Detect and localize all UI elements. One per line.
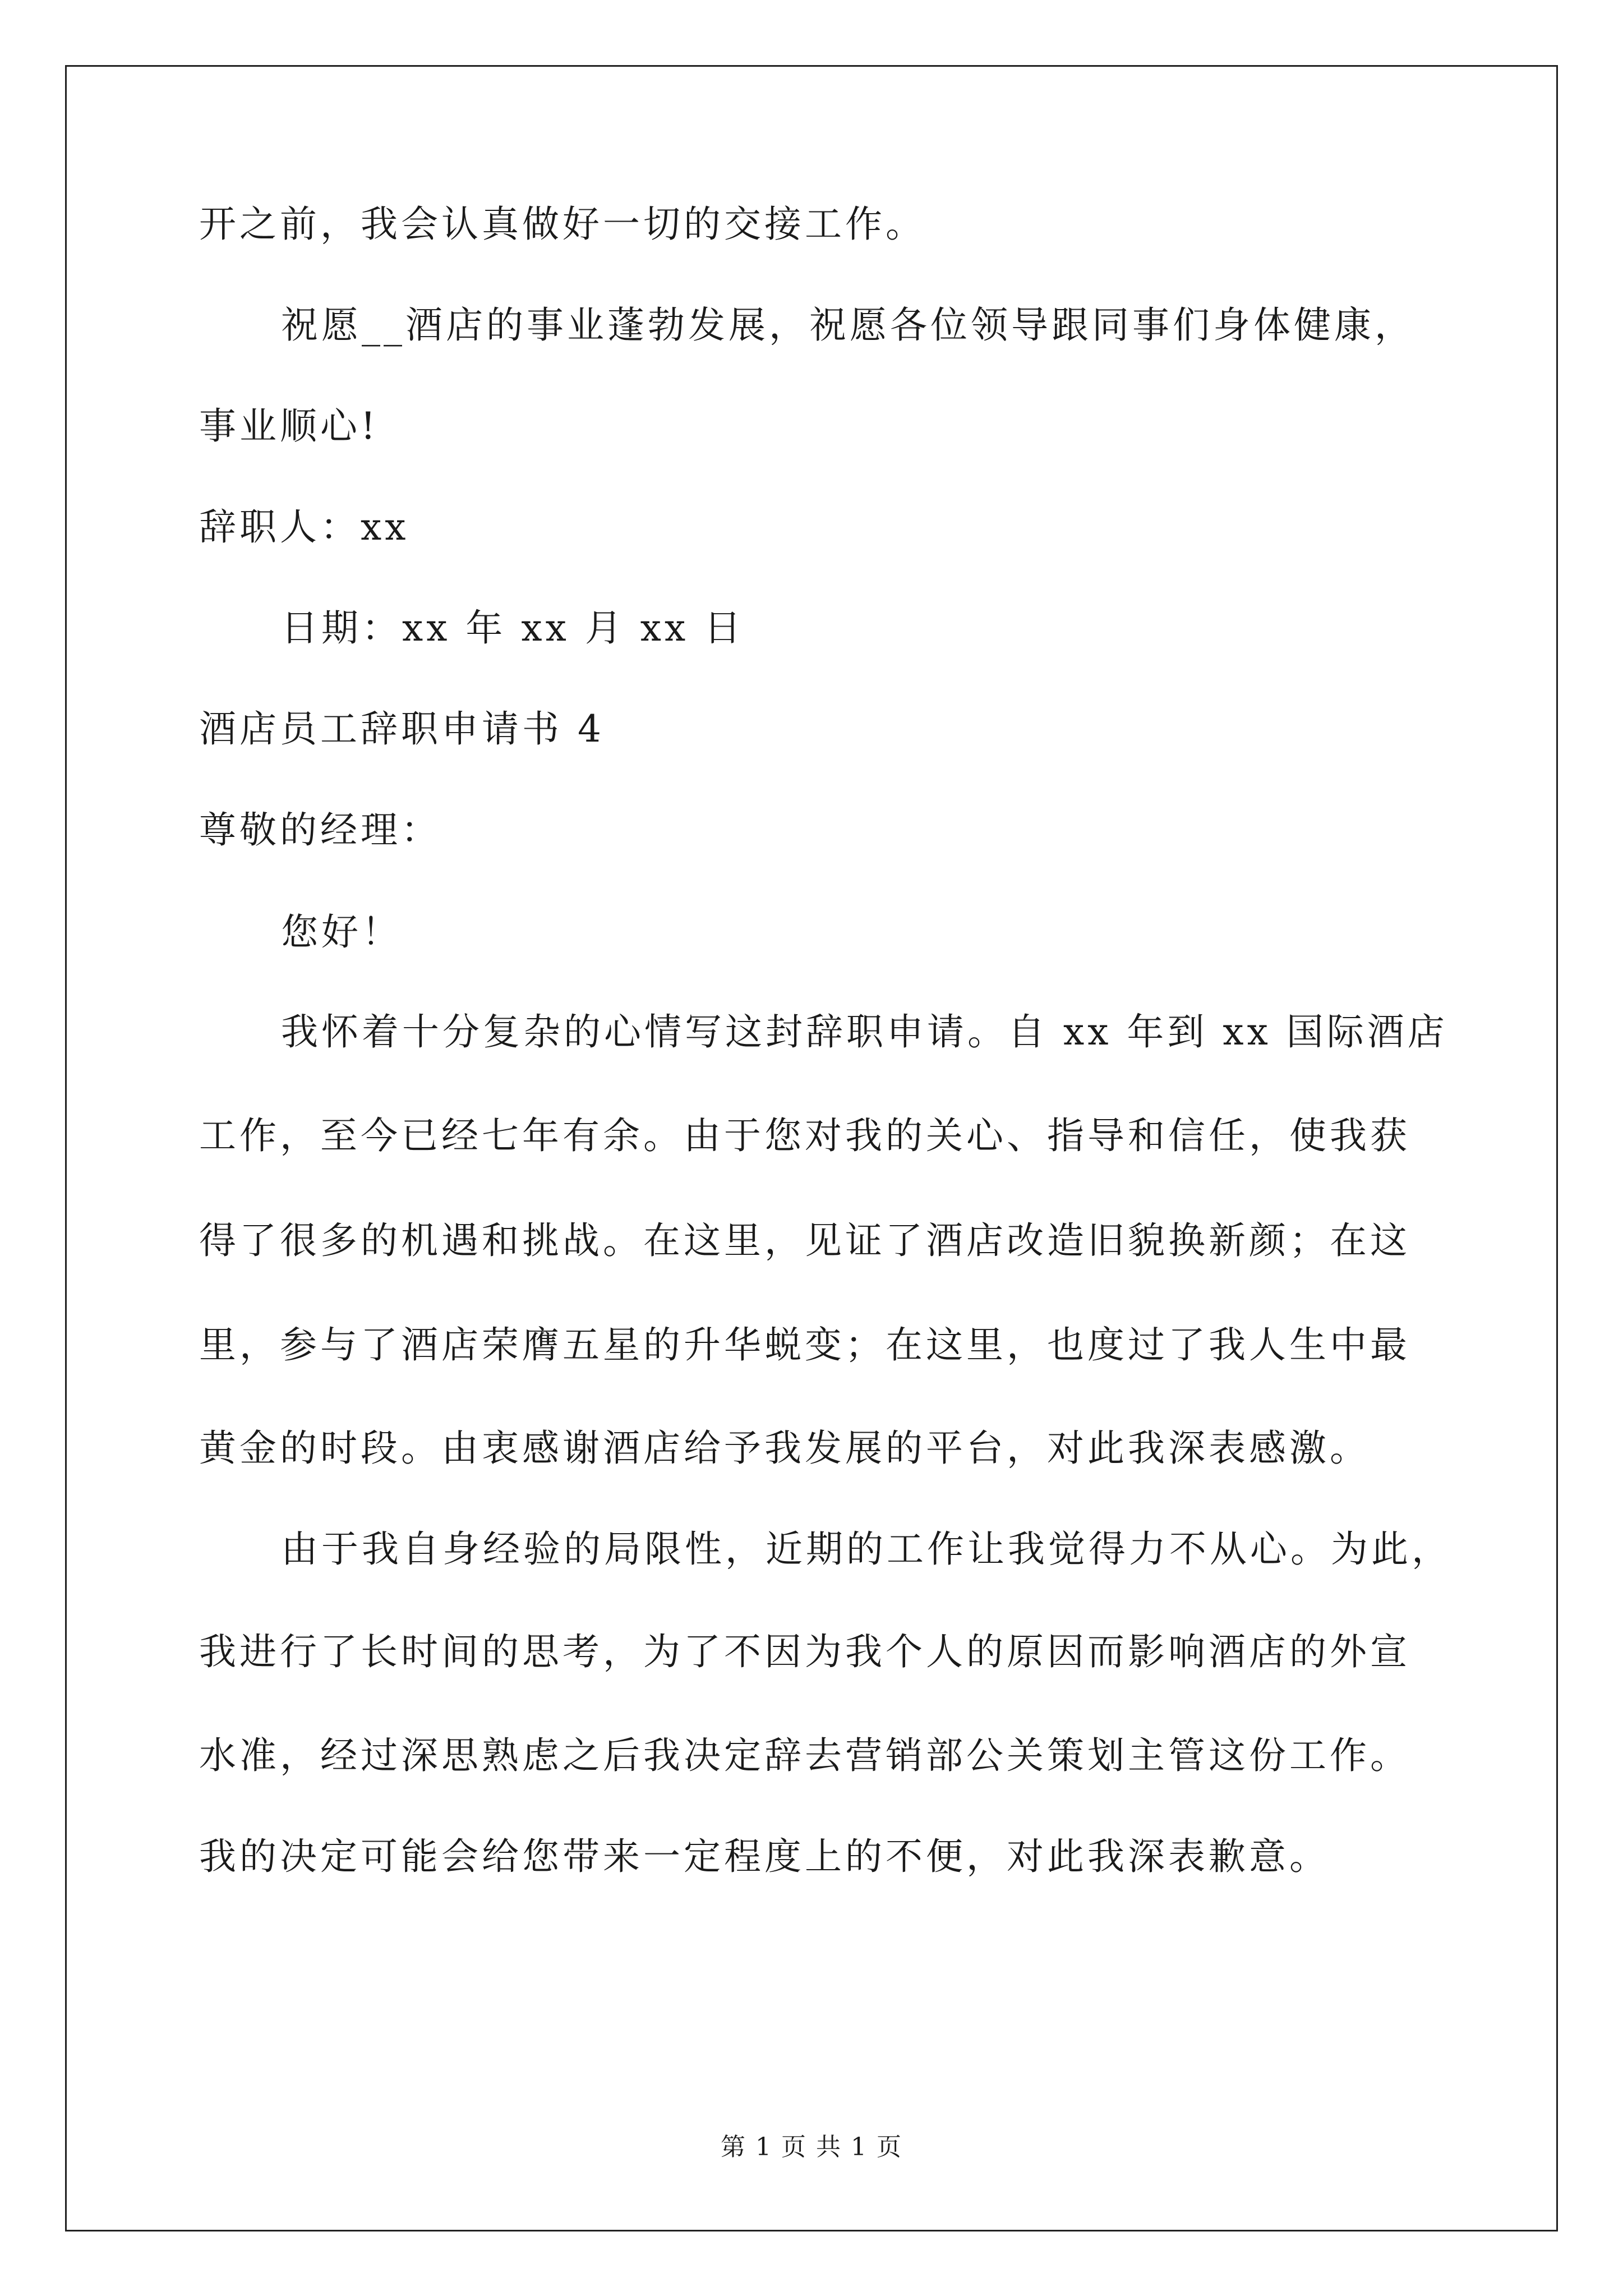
text-line: 我进行了长时间的思考，为了不因为我个人的原因而影响酒店的外宣: [199, 1630, 1410, 1673]
text-line: 黄金的时段。由衷感谢酒店给予我发展的平台，对此我深表感激。: [199, 1427, 1370, 1470]
text-line: 我的决定可能会给您带来一定程度上的不便，对此我深表歉意。: [199, 1835, 1330, 1878]
text-line: 您好！: [281, 910, 402, 954]
text-line: 水准，经过深思熟虑之后我决定辞去营销部公关策划主管这份工作。: [199, 1734, 1410, 1777]
text-line: 辞职人：xx: [199, 505, 409, 549]
text-line: 我怀着十分复杂的心情写这封辞职申请。自 xx 年到 xx 国际酒店: [281, 1010, 1448, 1053]
text-line: 祝愿__酒店的事业蓬勃发展，祝愿各位领导跟同事们身体健康，: [281, 303, 1415, 347]
page-footer: 第 1 页 共 1 页: [721, 2133, 902, 2161]
text-line: 得了很多的机遇和挑战。在这里，见证了酒店改造旧貌换新颜；在这: [199, 1219, 1410, 1262]
text-line: 尊敬的经理：: [199, 808, 441, 852]
text-line: 里，参与了酒店荣膺五星的升华蜕变；在这里，也度过了我人生中最: [199, 1323, 1410, 1366]
text-line: 由于我自身经验的局限性，近期的工作让我觉得力不从心。为此，: [281, 1527, 1452, 1571]
text-line: 事业顺心!: [199, 404, 379, 448]
text-line: 酒店员工辞职申请书 4: [199, 707, 605, 751]
text-line: 工作，至今已经七年有余。由于您对我的关心、指导和信任，使我获: [199, 1114, 1410, 1157]
text-line: 日期：xx 年 xx 月 xx 日: [281, 606, 745, 650]
text-line: 开之前，我会认真做好一切的交接工作。: [199, 203, 926, 246]
